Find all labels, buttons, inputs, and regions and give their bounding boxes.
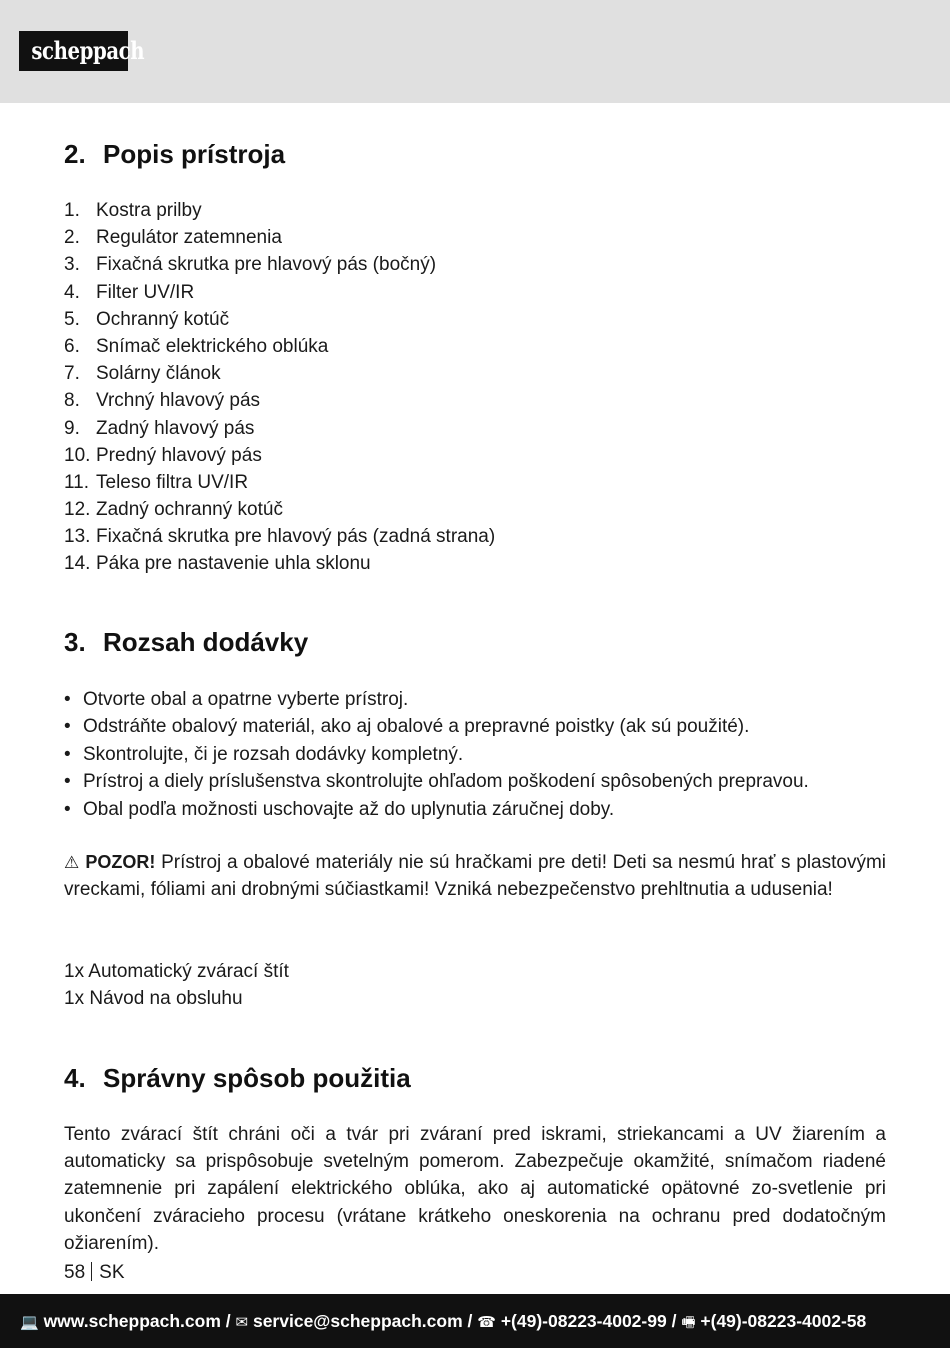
list-item: 11. Teleso filtra UV/IR (64, 471, 249, 493)
list-item: 7. Solárny článok (64, 363, 221, 385)
scope-item: 1x Automatický zvárací štít (64, 961, 289, 982)
list-item: • Skontrolujte, či je rozsah dodávky kompletný. (64, 743, 464, 765)
list-item: • Prístroj a diely príslušenstva skontrolujte ohľadom poškodení spôsobených prepravou. (64, 771, 809, 793)
section-title: Rozsah dodávky (103, 627, 309, 657)
list-item: 5. Ochranný kotúč (64, 308, 230, 330)
list-item: 14. Páka pre nastavenie uhla sklonu (64, 553, 371, 575)
list-item: 4. Filter UV/IR (64, 281, 195, 303)
list-item: 8. Vrchný hlavový pás (64, 390, 261, 412)
scope-item: 1x Návod na obsluhu (64, 988, 243, 1010)
footer-fax: +(49)-08223-4002-58 (700, 1311, 867, 1331)
list-item: 10. Predný hlavový pás (64, 444, 262, 466)
phone-icon: ☎ (477, 1314, 496, 1331)
list-item: • Obal podľa možnosti uschovajte až do uplynutia záručnej doby. (64, 798, 615, 820)
list-item: • Odstráňte obalový materiál, ako aj obalové a prepravné poistky (ak sú použité). (64, 716, 750, 738)
usage-paragraph (64, 1121, 886, 1257)
list-item: 9. Zadný hlavový pás (64, 417, 255, 439)
footer-website[interactable]: www.scheppach.com (43, 1311, 221, 1331)
list-item: 6. Snímač elektrického oblúka (64, 335, 329, 357)
usage-text: Tento zvárací štít chráni oči a tvár pri zváraní pred iskrami, striekancami a UV žiarením a automaticky sa prispôsobuje svetelným pomerom. Zabezpečuje okamžité, snímačom riadené zatemnenie pri zapálení elektrického oblúka, ako aj automatické opätovné zo-svetlenie pri ukončení zváracieho procesu (vrátane krátkeho oneskorenia na ochranu pred dodatočným ožiarením). (64, 1124, 886, 1254)
footer-phone: +(49)-08223-4002-99 (500, 1311, 667, 1331)
section-number: 3. (64, 627, 86, 657)
section-title: Popis prístroja (103, 139, 286, 169)
computer-icon: 💻 (20, 1314, 39, 1331)
page-language: SK (99, 1262, 125, 1283)
scheppach-logo: scheppach (19, 31, 128, 71)
parts-list (64, 197, 495, 578)
section-3-heading (64, 624, 886, 660)
section-4-heading (64, 1060, 886, 1096)
delivery-scope (64, 958, 289, 1012)
warning-note (64, 849, 886, 903)
footer-email[interactable]: service@scheppach.com (252, 1311, 463, 1331)
section-number: 4. (64, 1063, 86, 1093)
mail-icon: ✉ (235, 1314, 249, 1331)
page-number (64, 1260, 125, 1286)
list-item: • Otvorte obal a opatrne vyberte prístroj. (64, 689, 409, 710)
section-number: 2. (64, 139, 86, 169)
list-item: 2. Regulátor zatemnenia (64, 227, 282, 249)
list-item: 1. Kostra prilby (64, 200, 202, 221)
warning-text: Prístroj a obalové materiály nie sú hračkami pre deti! Deti sa nesmú hrať s plastovými vreckami, fóliami ani drobnými súčiastkami! Vzniká nebezpečenstvo prehltnutia a udusenia! (64, 852, 886, 901)
list-item: 12. Zadný ochranný kotúč (64, 499, 283, 521)
section-2-heading (64, 136, 886, 172)
page-number-value: 58 (64, 1262, 86, 1283)
fax-icon: 🖷 (681, 1314, 696, 1331)
page-number-divider (91, 1262, 92, 1281)
page-header (0, 0, 950, 103)
section-title: Správny spôsob použitia (103, 1063, 411, 1093)
delivery-steps-list (64, 686, 894, 823)
page-footer: 💻 www.scheppach.com / ✉ service@scheppach.com / ☎ +(49)-08223-4002-99 / 🖷 +(49)-08223-4002-58 (0, 1294, 950, 1348)
list-item: 13. Fixačná skrutka pre hlavový pás (zadná strana) (64, 526, 496, 548)
warning-icon: ⚠ (64, 853, 80, 872)
list-item: 3. Fixačná skrutka pre hlavový pás (bočný) (64, 254, 437, 276)
warning-label: POZOR! (85, 852, 156, 872)
